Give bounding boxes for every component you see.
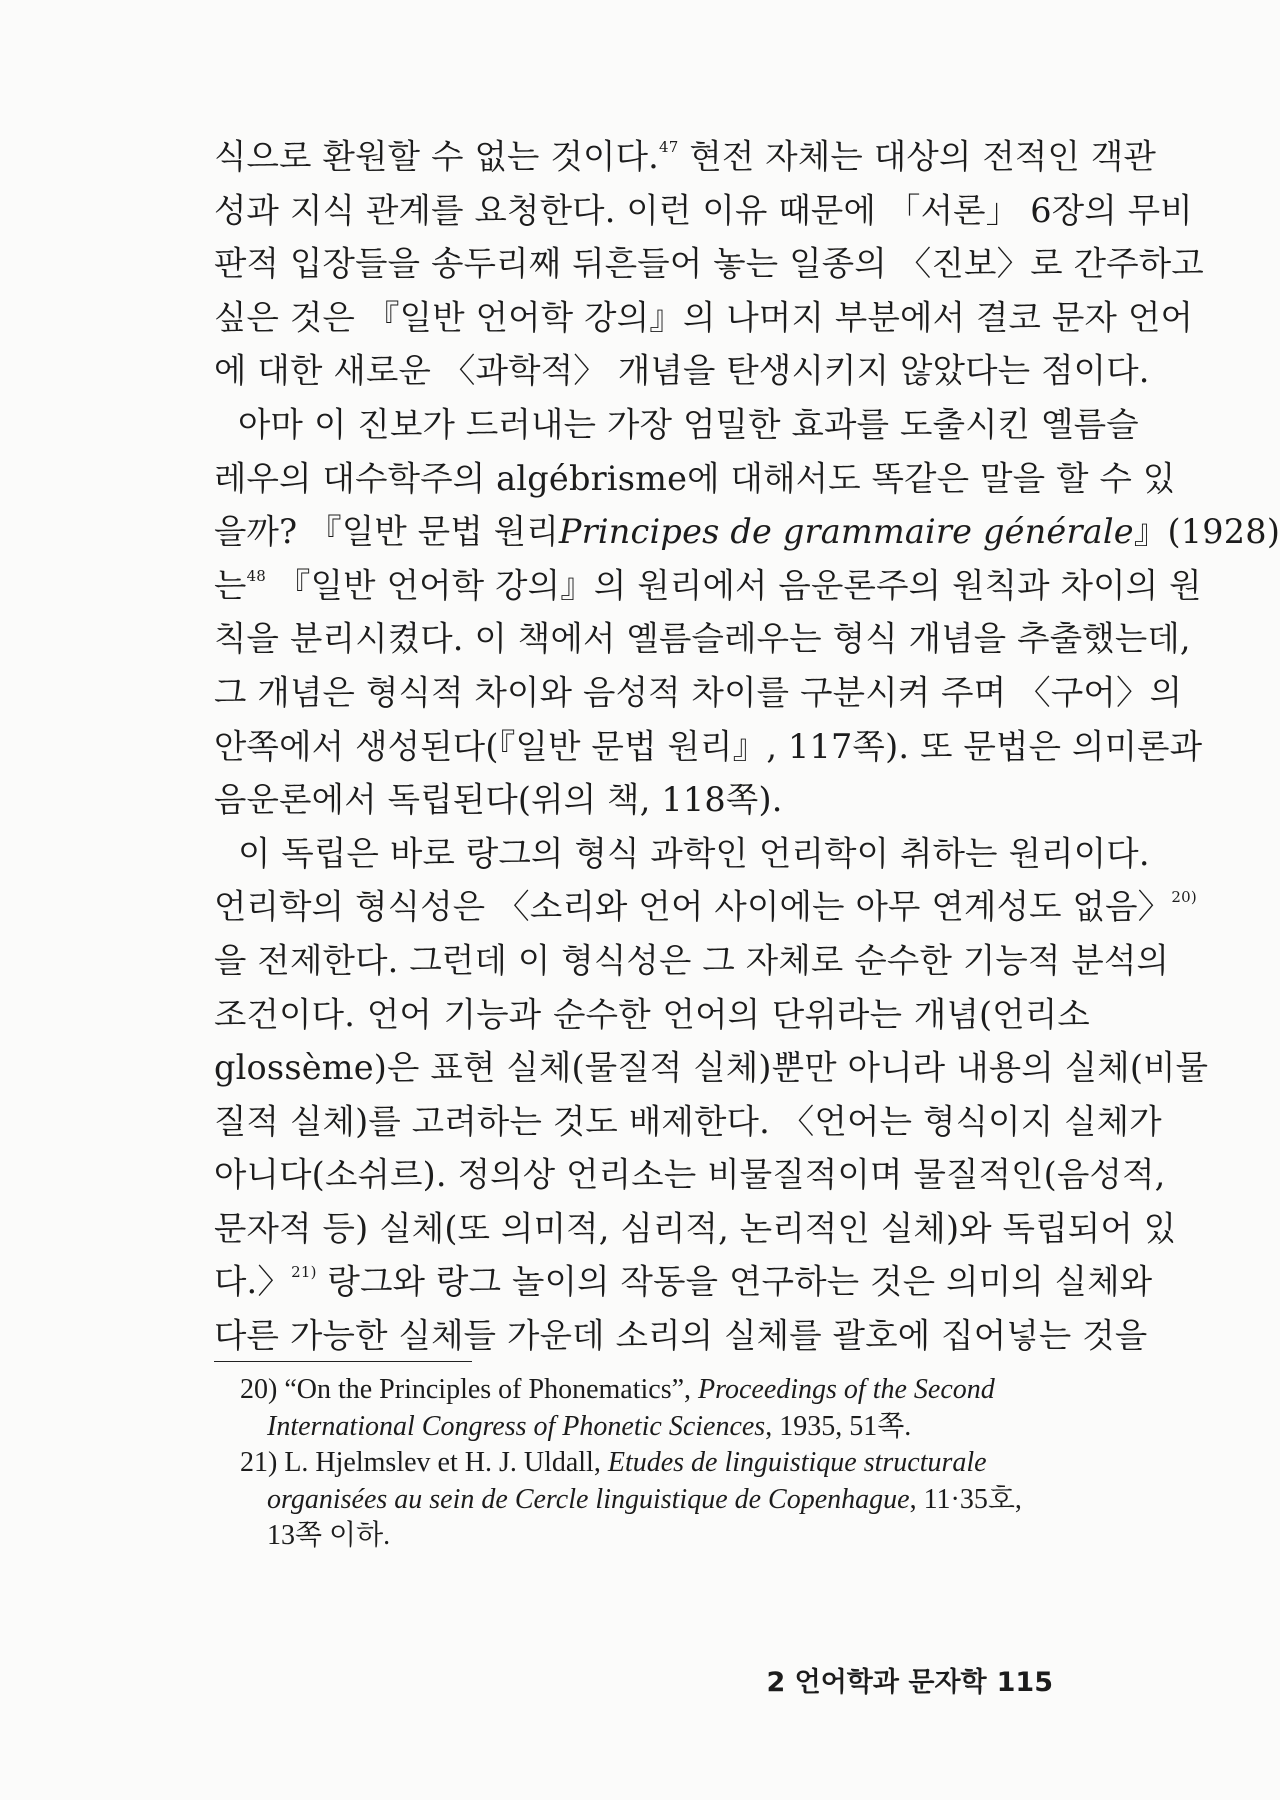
text-line: 싶은 것은 『일반 언어학 강의』의 나머지 부분에서 결코 문자 언어 [214,297,1194,337]
footnote-ref: 20) [1171,888,1197,907]
text-line: 을 전제한다. 그런데 이 형식성은 그 자체로 순수한 기능적 분석의 [214,940,1170,980]
footnote-20: 20) “On the Principles of Phonematics”, Proceedings of the Second [240,1374,995,1405]
text-line: 다.〉$^{21)}$ 랑그와 랑그 놀이의 작동을 연구하는 것은 의미의 실체와 [214,1262,1153,1302]
page-number: 115 [996,1667,1053,1698]
text-line: 레우의 대수학주의 algébrisme에 대해서도 똑같은 말을 할 수 있 [214,458,1176,498]
text-line: 음운론에서 독립된다(위의 책, 118쪽). [214,780,783,820]
text-line: 문자적 등) 실체(또 의미적, 심리적, 논리적인 실체)와 독립되어 있 [214,1208,1177,1248]
footnote-number: 20) [240,1374,278,1405]
footnote-number: 21) [240,1447,278,1478]
book-title-italic: Principes de grammaire générale [558,512,1134,552]
footnote-continuation: organisées au sein de Cercle linguistique de Copenhague, 11·35호, [267,1483,1022,1515]
text-line: 조건이다. 언어 기능과 순수한 언어의 단위라는 개념(언리소 [214,994,1090,1034]
footnote-ref: 21) [291,1263,317,1282]
text-line: 질적 실체)를 고려하는 것도 배제한다. 〈언어는 형식이지 실체가 [214,1101,1162,1141]
paragraph-start: 이 독립은 바로 랑그의 형식 과학인 언리학이 취하는 원리이다. [238,833,1150,873]
text-line: 언리학의 형식성은 〈소리와 언어 사이에는 아무 연계성도 없음〉$^{20)}$ [214,887,1197,927]
footnote-21: 21) L. Hjelmslev et H. J. Uldall, Etudes de linguistique structurale [240,1447,987,1478]
running-footer [756,1660,1053,1699]
text-line: 에 대한 새로운 〈과학적〉 개념을 탄생시키지 않았다는 점이다. [214,351,1150,391]
text-line: 칙을 분리시켰다. 이 책에서 옐름슬레우는 형식 개념을 추출했는데, [214,619,1191,659]
text-line: 성과 지식 관계를 요청한다. 이런 이유 때문에 「서론」 6장의 무비 [214,190,1193,230]
footnote-divider [214,1361,472,1362]
footnote-ref: 48 [246,566,267,585]
text-line: 아니다(소쉬르). 정의상 언리소는 비물질적이며 물질적인(음성적, [214,1155,1166,1195]
text-line: 그 개념은 형식적 차이와 음성적 차이를 구분시켜 주며 〈구어〉의 [214,672,1183,712]
chapter-title: 2 언어학과 문자학 [766,1667,987,1698]
paragraph-start: 아마 이 진보가 드러내는 가장 엄밀한 효과를 도출시킨 옐름슬 [238,404,1139,444]
text-line: 다른 가능한 실체들 가운데 소리의 실체를 괄호에 집어넣는 것을 [214,1316,1148,1356]
footnote-ref: 47 [658,138,679,156]
text-line: 식으로 환원할 수 없는 것이다.$^{47}$ 현전 자체는 대상의 전적인 객관 [214,137,1157,176]
body-text [214,130,1280,1363]
footnote-continuation: International Congress of Phonetic Sciences, 1935, 51쪽. [267,1410,912,1442]
text-line: glossème)은 표현 실체(물질적 실체)뿐만 아니라 내용의 실체(비물 [214,1048,1209,1088]
text-line: 을까? 『일반 문법 원리Principes de grammaire générale』(1928) [214,512,1280,552]
text-line: 안쪽에서 생성된다(『일반 문법 원리』, 117쪽). 또 문법은 의미론과 [214,726,1203,766]
text-line: 는$^{48}$ 『일반 언어학 강의』의 원리에서 음운론주의 원칙과 차이의 원 [214,565,1202,605]
text-line: 판적 입장들을 송두리째 뒤흔들어 놓는 일종의 〈진보〉로 간주하고 [214,244,1204,284]
footnote-continuation: 13쪽 이하. [267,1520,391,1551]
footnotes [240,1372,1090,1555]
